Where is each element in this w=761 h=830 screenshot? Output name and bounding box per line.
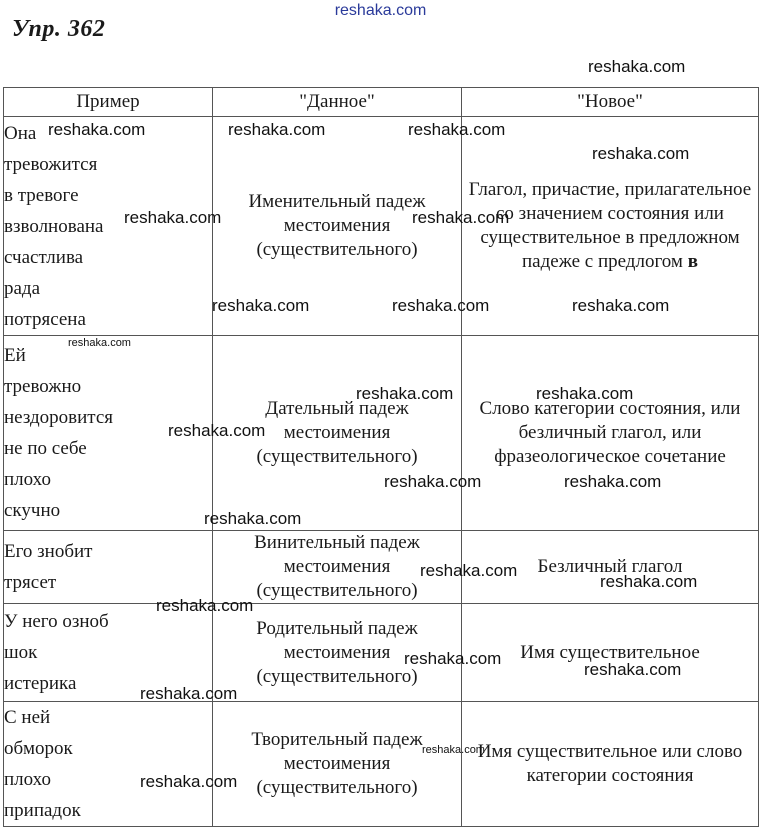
watermark: reshaka.com: [204, 509, 302, 528]
watermark: reshaka.com: [420, 561, 518, 580]
example-item: шок: [4, 642, 38, 663]
watermark: reshaka.com: [48, 120, 146, 139]
example-item: скучно: [4, 500, 61, 521]
header-new: "Новое": [462, 88, 759, 117]
example-item: потрясена: [4, 308, 86, 330]
watermark: reshaka.com: [408, 120, 506, 139]
watermark: reshaka.com: [392, 296, 490, 315]
new-text: Имя существительное или слово категории состояния: [477, 741, 743, 786]
example-item: плохо: [4, 769, 51, 790]
watermark: reshaka.com: [140, 772, 238, 791]
header-given: "Данное": [213, 88, 462, 117]
watermark: reshaka.com: [584, 660, 682, 679]
watermark: reshaka.com: [564, 472, 662, 491]
example-item: трясет: [4, 572, 57, 593]
exercise-title: Упр. 362: [12, 16, 106, 42]
table-row: [4, 531, 759, 604]
examples-cell: [4, 702, 213, 827]
given-cell: Дательный падеж местоимения (существительного): [213, 336, 462, 531]
example-item: счастлива: [4, 246, 84, 268]
example-item: рада: [4, 277, 41, 299]
watermark: reshaka.com: [140, 684, 238, 703]
watermark: reshaka.com: [412, 208, 510, 227]
site-watermark-top: reshaka.com: [334, 2, 427, 19]
table-row: [4, 336, 759, 531]
watermark: reshaka.com: [536, 384, 634, 403]
new-text: Слово категории состояния, или безличный глагол, или фразеологическое сочетание: [479, 398, 741, 467]
watermark: reshaka.com: [572, 296, 670, 315]
example-item: нездоровится: [4, 407, 114, 428]
watermark: reshaka.com: [228, 120, 326, 139]
new-cell: [462, 702, 759, 827]
new-text: Имя существительное: [520, 641, 700, 663]
watermark: reshaka.com: [212, 296, 310, 315]
watermark: reshaka.com: [592, 144, 690, 163]
new-cell: [462, 604, 759, 702]
watermark: reshaka.com: [600, 572, 698, 591]
example-item: тревожится: [4, 153, 98, 175]
example-item: Она: [4, 122, 37, 144]
table-header-row: [4, 88, 759, 117]
example-item: истерика: [4, 673, 77, 694]
watermark: reshaka.com: [168, 421, 266, 440]
new-text: Глагол, причастие, прилагательное со значением состояния или существительное в предложном падеже с предлогом: [468, 179, 752, 272]
example-item: плохо: [4, 469, 51, 490]
example-item: тревожно: [4, 376, 82, 397]
watermark: reshaka.com: [404, 649, 502, 668]
watermark: reshaka.com: [588, 57, 686, 76]
header-example: Пример: [4, 88, 213, 117]
example-item: У него озноб: [4, 611, 109, 632]
watermark: reshaka.com: [124, 208, 222, 227]
given-cell: Винительный падеж местоимения (существительного): [213, 531, 462, 604]
new-text: Безличный глагол: [537, 556, 683, 577]
table-row: [4, 604, 759, 702]
new-text-bold: в: [687, 251, 698, 272]
example-item: Ей: [4, 345, 26, 366]
watermark: reshaka.com: [384, 472, 482, 491]
given-cell: Творительный падеж местоимения (существительного): [213, 702, 462, 827]
given-cell: Именительный падеж местоимения (существительного): [213, 117, 462, 336]
examples-cell: [4, 531, 213, 604]
watermark: reshaka.com: [156, 596, 254, 615]
example-item: взволнована: [4, 215, 104, 237]
states-table: [3, 87, 759, 827]
example-item: в тревоге: [4, 184, 79, 206]
watermark: reshaka.com: [356, 384, 454, 403]
new-cell: [462, 336, 759, 531]
example-item: припадок: [4, 800, 81, 821]
example-item: не по себе: [4, 438, 87, 459]
given-cell: Родительный падеж местоимения (существительного): [213, 604, 462, 702]
example-item: обморок: [4, 738, 73, 759]
example-item: С ней: [4, 707, 51, 728]
table-row: [4, 702, 759, 827]
watermark: reshaka.com: [68, 337, 131, 349]
watermark: reshaka.com: [422, 744, 485, 756]
example-item: Его знобит: [4, 541, 93, 562]
